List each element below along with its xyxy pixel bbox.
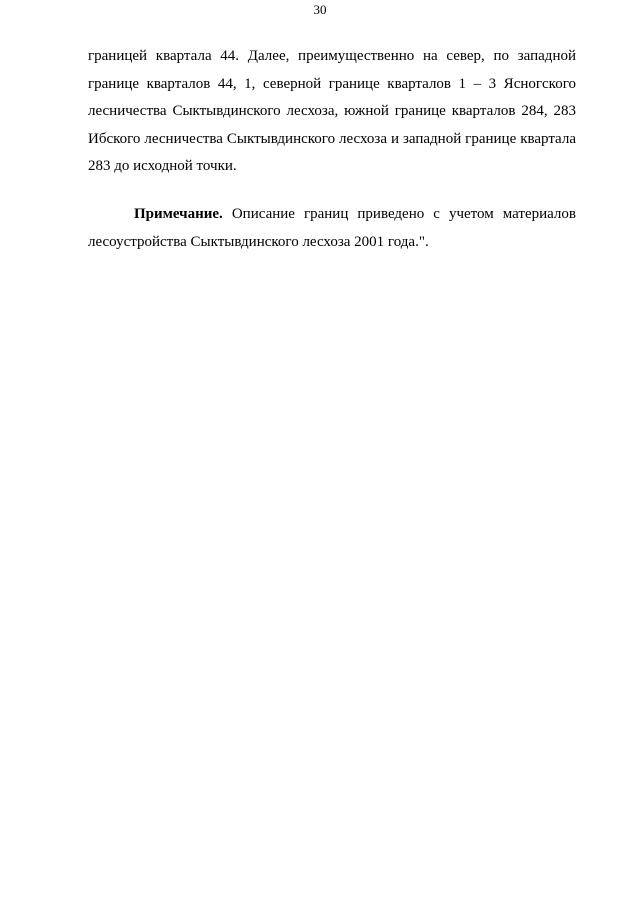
note-paragraph	[88, 201, 576, 256]
note-text: Описание границ приведено с учетом материалов лесоустройства Сыктывдинского лесхоза 2001 года.".	[88, 206, 576, 250]
page-number: 30	[313, 2, 327, 17]
boundary-description-paragraph: границей квартала 44. Далее, преимущественно на север, по западной границе кварталов 44, 1, северной границе кварталов 1 – 3 Ясногского лесничества Сыктывдинского лесхоза, южной границе кварталов 284, 283 Ибского лесничества Сыктывдинского лесхоза и западной границе квартала 283 до исходной точки.	[88, 48, 576, 174]
note-label: Примечание.	[134, 206, 223, 222]
